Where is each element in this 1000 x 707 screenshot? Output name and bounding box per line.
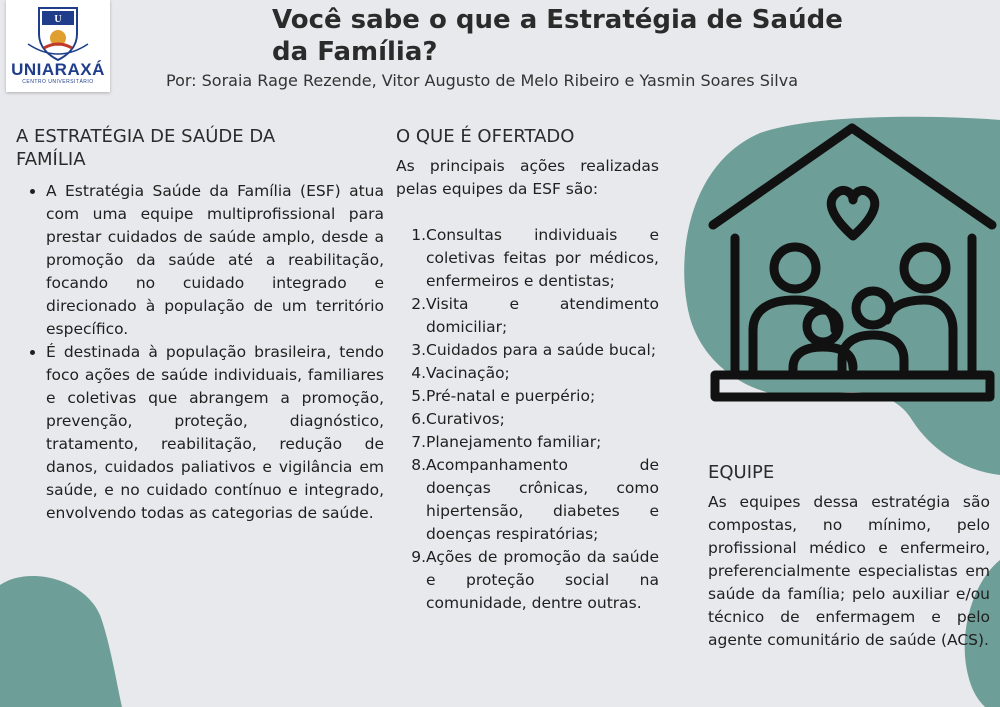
university-crest-icon — [6, 4, 110, 64]
offer-item-number: 8. — [411, 456, 426, 474]
offer-item — [396, 546, 659, 615]
offer-item-text: Consultas individuais e coletivas feitas por médicos, enfermeiros e dentistas; — [426, 226, 659, 290]
university-logo — [6, 0, 110, 92]
offer-item — [396, 385, 659, 408]
esf-bullet-1: • A Estratégia Saúde da Família (ESF) atua com uma equipe multiprofissional para prestar cuidados de saúde amplo, desde a promoção da saúde até a reabilitação, focando no cuidado integrado e direcionado à população de um território específico. — [46, 180, 384, 341]
offer-section-heading: O QUE É OFERTADO — [396, 126, 575, 147]
offer-item-text: Acompanhamento de doenças crônicas, como hipertensão, diabetes e doenças respiratórias; — [426, 456, 659, 543]
offer-item-number: 9. — [411, 548, 426, 566]
authors-line: Por: Soraia Rage Rezende, Vitor Augusto de Melo Ribeiro e Yasmin Soares Silva — [166, 71, 799, 90]
offer-item-text: Cuidados para a saúde bucal; — [426, 341, 657, 359]
offer-item — [396, 454, 659, 546]
offer-item — [396, 224, 659, 293]
offer-item-text: Visita e atendimento domiciliar; — [426, 295, 659, 336]
offer-item-text: Curativos; — [426, 410, 505, 428]
offer-intro: As principais ações realizadas pelas equipes da ESF são: — [396, 157, 659, 198]
offer-item — [396, 362, 659, 385]
offer-item-number: 7. — [411, 433, 426, 451]
logo-subtitle: CENTRO UNIVERSITÁRIO — [22, 79, 94, 85]
team-section-heading: EQUIPE — [708, 462, 775, 483]
offer-item-text: Vacinação; — [426, 364, 510, 382]
page-title: Você sabe o que a Estratégia de Saúde da Família? — [272, 5, 843, 67]
offer-item — [396, 408, 659, 431]
offer-item-number: 2. — [411, 295, 426, 313]
offer-item-text: Ações de promoção da saúde e proteção social na comunidade, dentre outras. — [426, 548, 659, 612]
offer-item-number: 3. — [411, 341, 426, 359]
offer-item-number: 1. — [411, 226, 426, 244]
esf-bullet-2: • É destinada à população brasileira, tendo foco ações de saúde individuais, familiares e coletivas que abrangem a promoção, prevenção, proteção, diagnóstico, tratamento, reabilitação, redução de danos, cuidados paliativos e vigilância em saúde, e no cuidado contínuo e integrado, envolvendo todas as categorias de saúde. — [46, 341, 384, 525]
offer-item-number: 6. — [411, 410, 426, 428]
logo-name: UNIARAXÁ — [11, 60, 105, 79]
offer-action-list — [396, 224, 659, 615]
esf-section-heading: A ESTRATÉGIA DE SAÚDE DA FAMÍLIA — [16, 126, 276, 170]
offer-item — [396, 339, 659, 362]
offer-item — [396, 431, 659, 454]
offer-item-text: Planejamento familiar; — [426, 433, 602, 451]
offer-item-text: Pré-natal e puerpério; — [426, 387, 596, 405]
offer-item-number: 4. — [411, 364, 426, 382]
team-description: As equipes dessa estratégia são compostas, no mínimo, pelo profissional médico e enfermeiro, preferencialmente especialistas em saúde da família; pelo auxiliar e/ou técnico de enfermagem e pelo agente comunitário de saúde (ACS). — [708, 493, 990, 649]
offer-item — [396, 293, 659, 339]
offer-item-number: 5. — [411, 387, 426, 405]
esf-bullet-list — [24, 180, 384, 525]
family-house-icon — [705, 120, 1000, 410]
svg-text:U: U — [54, 14, 62, 25]
